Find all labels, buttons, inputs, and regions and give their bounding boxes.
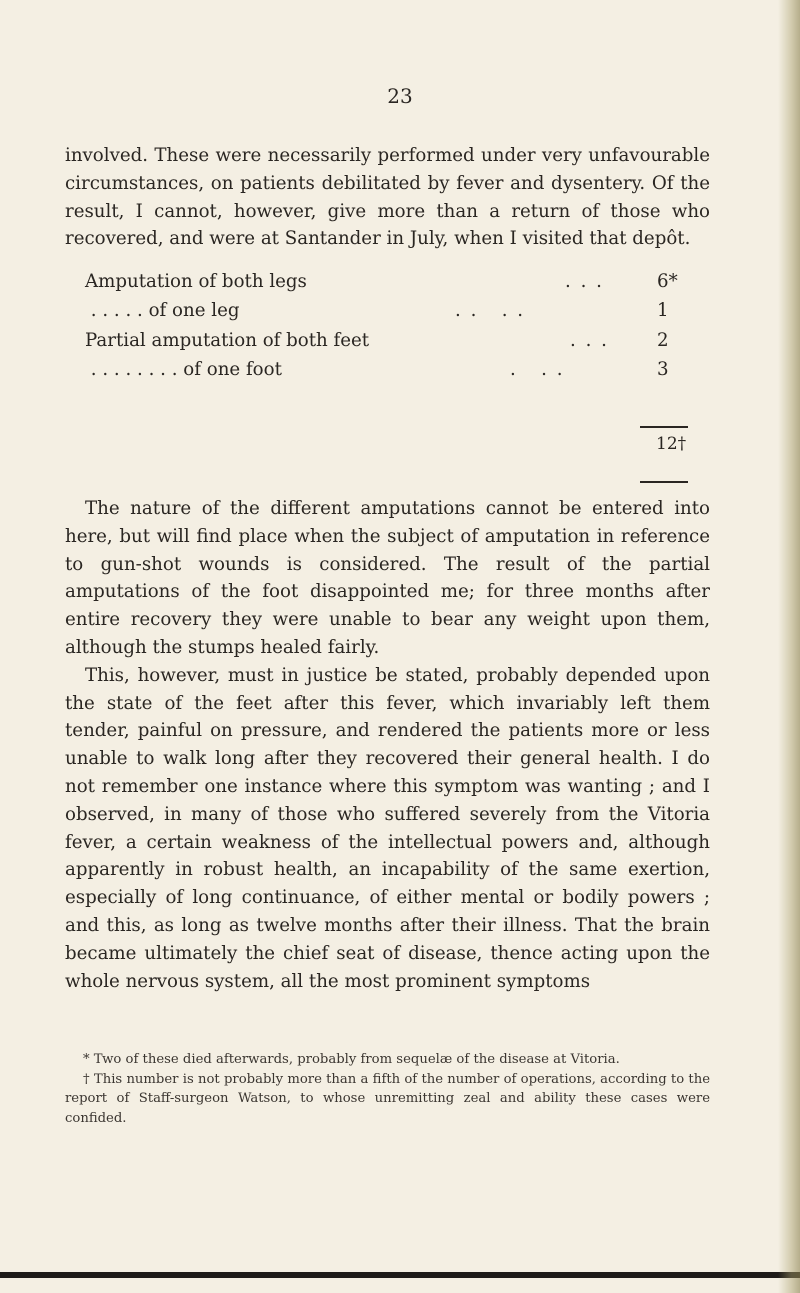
leader-dots: . . .: [570, 330, 609, 351]
closing-rule: [640, 481, 688, 483]
table-row: [85, 359, 685, 387]
row-value: 2: [657, 330, 669, 351]
paragraph-1: involved. These were necessarily performed under very unfavourable circumstances, on patients debilitated by fever and dysentery. Of the result, I cannot, however, give more than a return of those who recovered, and were at Santander in July, when I visited that depôt.: [65, 145, 710, 250]
row-label: . . . . . . . . of one foot: [85, 359, 282, 380]
opening-paragraph: [65, 142, 710, 253]
row-value: 6*: [657, 271, 678, 292]
paragraph-3: This, however, must in justice be stated, probably depended upon the state of the feet after this fever, which invariably left them tender, painful on pressure, and rendered the patients more or less unable to walk long after they recovered their general health. I do not remember one instance where this symptom was wanting ; and I observed, in many of those who suffered severely from the Vitoria fever, a certain weakness of the intellectual powers and, although apparently in robust health, an incapability of the same exertion, especially of long continuance, of either mental or bodily powers ; and this, as long as twelve months after their illness. That the brain became ultimately the chief seat of disease, thence acting upon the whole nervous system, all the most prominent symptoms: [65, 664, 710, 992]
page-bottom-edge: [0, 1272, 800, 1278]
page-edge-shadow: [778, 0, 800, 1293]
leader-dots: . . . .: [455, 300, 526, 321]
main-text: [65, 495, 710, 995]
table-row: [85, 330, 685, 358]
leader-dots: . . .: [565, 271, 604, 292]
row-label: Amputation of both legs: [85, 271, 307, 292]
paragraph-2: The nature of the different amputations cannot be entered into here, but will find place when the subject of amputation in reference to gun-shot wounds is considered. The result of the partial amputations of the foot disappointed me; for three months after entire recovery they were unable to bear any weight upon them, although the stumps healed fairly.: [65, 498, 710, 658]
footnotes: [65, 1050, 710, 1128]
row-label: Partial amputation of both feet: [85, 330, 370, 351]
sum-rule: [640, 426, 688, 428]
row-value: 3: [657, 359, 669, 380]
table-row: [85, 300, 685, 328]
leader-dots: . . .: [510, 359, 565, 380]
footnote-1: * Two of these died afterwards, probably from sequelæ of the disease at Vitoria.: [83, 1052, 620, 1067]
page-number: 23: [387, 84, 413, 108]
total-value: 12†: [656, 434, 687, 454]
footnote-2: † This number is not probably more than a fifth of the number of operations, according to the report of Staff-surgeon Watson, to whose unremitting zeal and ability these cases were confided.: [65, 1071, 710, 1126]
table-row: [85, 271, 685, 299]
row-label: . . . . . of one leg: [85, 300, 240, 321]
row-value: 1: [657, 300, 669, 321]
